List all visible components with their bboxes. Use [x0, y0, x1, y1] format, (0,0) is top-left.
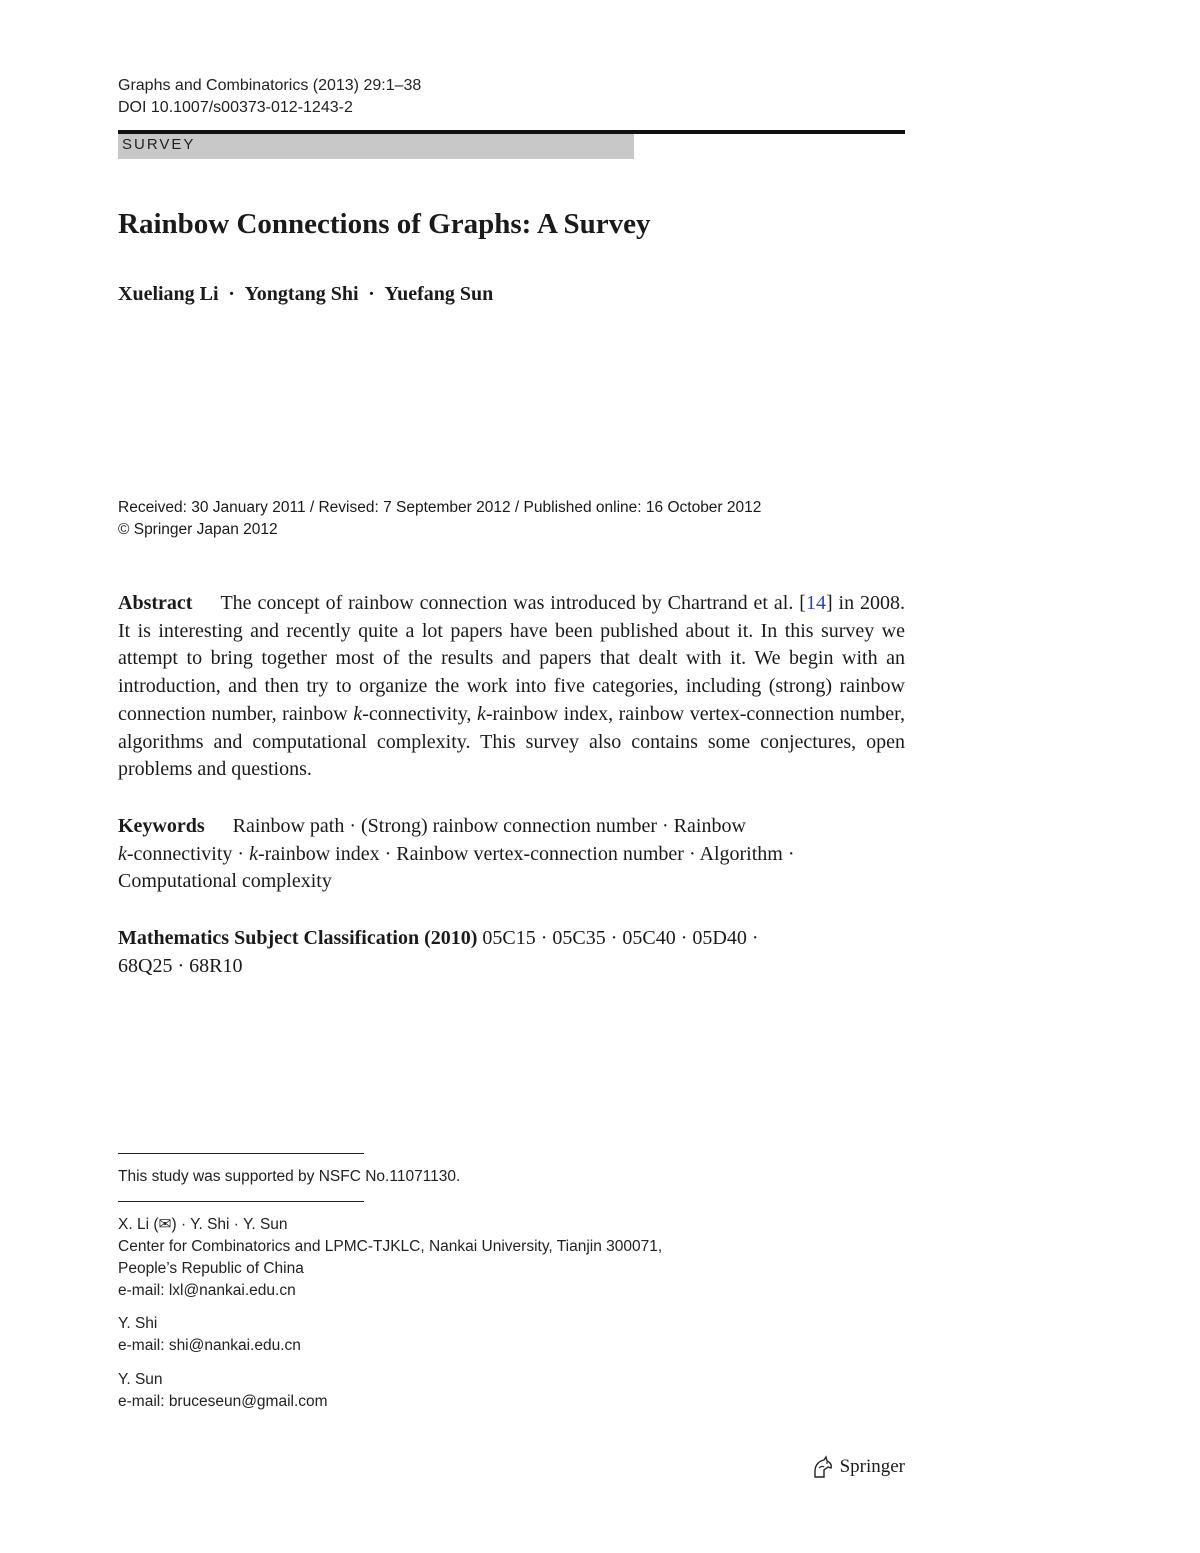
keywords-math-k: k [118, 842, 127, 865]
author-separator: · [368, 283, 375, 305]
keywords-label: Keywords [118, 815, 205, 837]
funding-note: This study was supported by NSFC No.11071130. [118, 1168, 461, 1185]
publication-dates [118, 497, 761, 541]
publication-history: Received: 30 January 2011 / Revised: 7 September 2012 / Published online: 16 October 2012 [118, 499, 762, 516]
keywords-text: Rainbow path · (Strong) rainbow connection number · Rainbow [232, 815, 746, 837]
author-affiliations [118, 1214, 662, 1302]
abstract-text: -rainbow index, rainbow vertex-connection number, algorithms and computational complexity. This survey also contains some conjectures, open problems and questions. [118, 702, 905, 781]
abstract-label: Abstract [118, 592, 193, 614]
keywords-text: -rainbow index · Rainbow vertex-connection number · Algorithm · [257, 842, 795, 865]
author-sun [118, 1369, 328, 1413]
email-shi: e-mail: shi@nankai.edu.cn [118, 1337, 301, 1354]
paper-title: Rainbow Connections of Graphs: A Survey [118, 208, 651, 240]
msc-codes: 68Q25 · 68R10 [118, 954, 243, 977]
author-list [118, 283, 493, 306]
footnote-rule [118, 1201, 364, 1202]
article-category-band [118, 134, 634, 159]
springer-horse-icon [812, 1455, 834, 1479]
msc-codes: 05C15 · 05C35 · 05C40 · 05D40 · [482, 927, 759, 949]
doi: DOI 10.1007/s00373-012-1243-2 [118, 99, 353, 116]
abstract-text: The concept of rainbow connection was introduced by Chartrand et al. [ [220, 592, 806, 614]
msc-label: Mathematics Subject Classification (2010) [118, 927, 478, 949]
corresponding-author: X. Li ( [118, 1216, 159, 1233]
author-separator: · [228, 283, 235, 305]
citation-link[interactable]: 14 [805, 592, 826, 614]
author-name: Xueliang Li [118, 283, 219, 305]
email-li: e-mail: lxl@nankai.edu.cn [118, 1282, 296, 1299]
author-names: ) · Y. Shi · Y. Sun [171, 1216, 288, 1233]
abstract-math-k: k [476, 702, 486, 725]
affiliation: People’s Republic of China [118, 1260, 304, 1277]
abstract-math-k: k [353, 702, 363, 725]
keywords-text: -connectivity · [126, 842, 250, 865]
keywords-math-k: k [249, 842, 258, 865]
keywords-text: Computational complexity [118, 870, 332, 893]
abstract-text: -connectivity, [362, 702, 477, 725]
publisher-logo [812, 1455, 905, 1479]
journal-citation: Graphs and Combinatorics (2013) 29:1–38 [118, 77, 422, 94]
article-category: SURVEY [122, 136, 196, 153]
affiliation: Center for Combinatorics and LPMC-TJKLC, Nankai University, Tianjin 300071, [118, 1238, 663, 1255]
abstract [118, 590, 905, 784]
author-shi [118, 1313, 301, 1357]
subject-classification [118, 925, 905, 980]
keywords [118, 813, 905, 896]
copyright-notice: © Springer Japan 2012 [118, 521, 278, 538]
envelope-icon: ✉ [158, 1216, 172, 1233]
email-sun: e-mail: bruceseun@gmail.com [118, 1393, 328, 1410]
author-name: Yongtang Shi [244, 283, 359, 305]
abstract-text: ] in 2008. It is interesting and recently quite a lot papers have been published about it. In this survey we attempt to bring together most of the results and papers that dealt with it. We begin with an introduction, and then try to organize the work into five categories, including (strong) rainbow connection number, rainbow [118, 592, 905, 725]
paper-page [118, 0, 905, 1553]
author-name: Y. Sun [118, 1371, 163, 1388]
author-name: Yuefang Sun [384, 283, 494, 305]
footnote-rule [118, 1153, 364, 1154]
author-name: Y. Shi [118, 1315, 158, 1332]
publisher-name: Springer [839, 1456, 905, 1477]
